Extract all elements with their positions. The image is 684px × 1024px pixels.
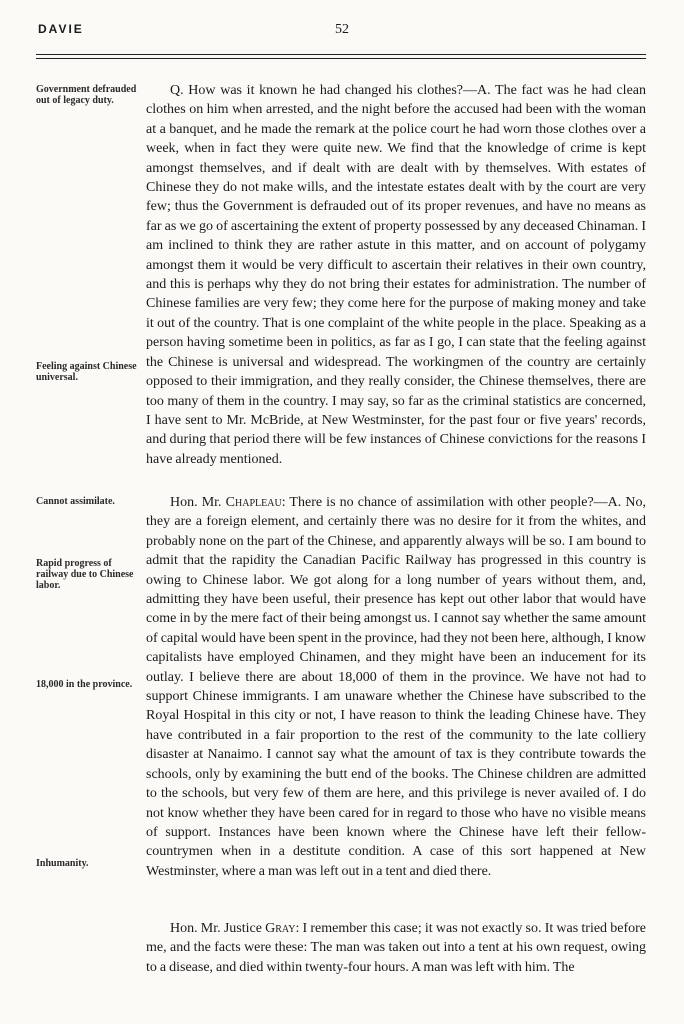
running-head: DAVIE [38, 22, 84, 36]
margin-note-legacy-duty: Government defrauded out of legacy duty. [36, 84, 137, 106]
paragraph-testimony [146, 81, 646, 469]
margin-note-18000: 18,000 in the province. [36, 679, 133, 690]
speaker-name: Gray [265, 921, 296, 936]
margin-note-inhumanity: Inhumanity. [36, 858, 89, 869]
speaker-prefix: Hon. Mr. [170, 495, 226, 510]
paragraph-chapleau [146, 493, 646, 881]
speaker-prefix: Hon. Mr. Justice [170, 921, 266, 936]
paragraph-body: : There is no chance of assimilation with other people?—A. No, they are a foreign element, and certainly there was no desire for it from the whites, and probably none on the part of the Chinese, and apparently always will be so. I am bound to admit that the rapidity the Canadian Pacific Railway has progressed in this country is owing to Chinese labor. We got along for a long number of years without them, and, admitting they have been useful, their presence has kept out other labor that would have come in by the mere fact of their being amongst us. I cannot say whether the same amount of capital would have been spent in the province, had they not been here, although, I know capitalists have employed Chinamen, and they might have been an inducement for its outlay. I believe there are about 18,000 of them in the province. We have not had to support Chinese immigrants. I am unaware whether the Chinese have subscribed to the Royal Hospital in this city or not, I have reason to think the leading Chinese have. They have contributed in a fair proportion to the rest of the community to the late colliery disaster at Nanaimo. I cannot say what the amount of tax is they contribute towards the schools, only by examining the butt end of the books. The Chinese children are admitted to the schools, but very few of them are here, and this privilege is never availed of. I do not know whether they have been cared for in regard to those who have no visible means of support. Instances have been known where the Chinese have left their fellow-countrymen when in a destitute condition. A case of this sort happened at New Westminster, where a man was left out in a tent and died there. [146, 495, 646, 879]
margin-note-feeling-against: Feeling against Chinese universal. [36, 361, 137, 383]
header-rule-thick [36, 54, 646, 55]
paragraph-body: Q. How was it known he had changed his clothes?—A. The fact was he had clean clothes on him when arrested, and the night before the accused had been with the woman at a banquet, and he made the remark at the police court he had worn those clothes over a week, when in fact they were quite new. We find that the knowledge of crime is kept amongst themselves, and if dealt with are dealt with by themselves. With estates of Chinese they do not make wills, and the intestate estates dealt with by the court are very few; thus the Government is defrauded out of its proper revenues, and have no means as far as we go of ascertaining the extent of property possessed by any deceased Chinaman. I am inclined to think they are rather astute in this matter, and on account of polygamy amongst them it would be very difficult to ascertain their relatives in their own country, and this is perhaps why they do not bring their estates for administration. The number of Chinese families are very few; they come here for the purpose of making money and take it out of the country. That is one complaint of the white people in the place. Speaking as a person having sometime been in politics, as far as I go, I can state that the feeling against the Chinese is universal and widespread. The workingmen of the country are certainly opposed to their immigration, and they really consider, the Chinese themselves, there are too many of them in the country. I may say, so far as the criminal statistics are concerned, I have sent to Mr. McBride, at New Westminster, for the past four or five years' records, and during that period there will be few instances of Chinese convictions for the reasons I have already mentioned. [146, 83, 646, 467]
paragraph-text [146, 493, 646, 881]
speaker-name: Chapleau [225, 495, 282, 510]
paragraph-text [146, 919, 646, 977]
paragraph-body: : I remember this case; it was not exactly so. It was tried before me, and the facts were these: The man was taken out into a tent at his own request, owing to a disease, and died within twenty-four hours. A man was left with him. The [146, 921, 646, 975]
margin-note-cannot-assimilate: Cannot assimilate. [36, 496, 115, 507]
paragraph-gray [146, 919, 646, 977]
header-rule-thin [36, 58, 646, 59]
paragraph-text [146, 81, 646, 469]
margin-note-railway-progress: Rapid progress of railway due to Chinese labor. [36, 558, 134, 591]
page-header [38, 22, 646, 40]
page-number: 52 [335, 22, 349, 37]
